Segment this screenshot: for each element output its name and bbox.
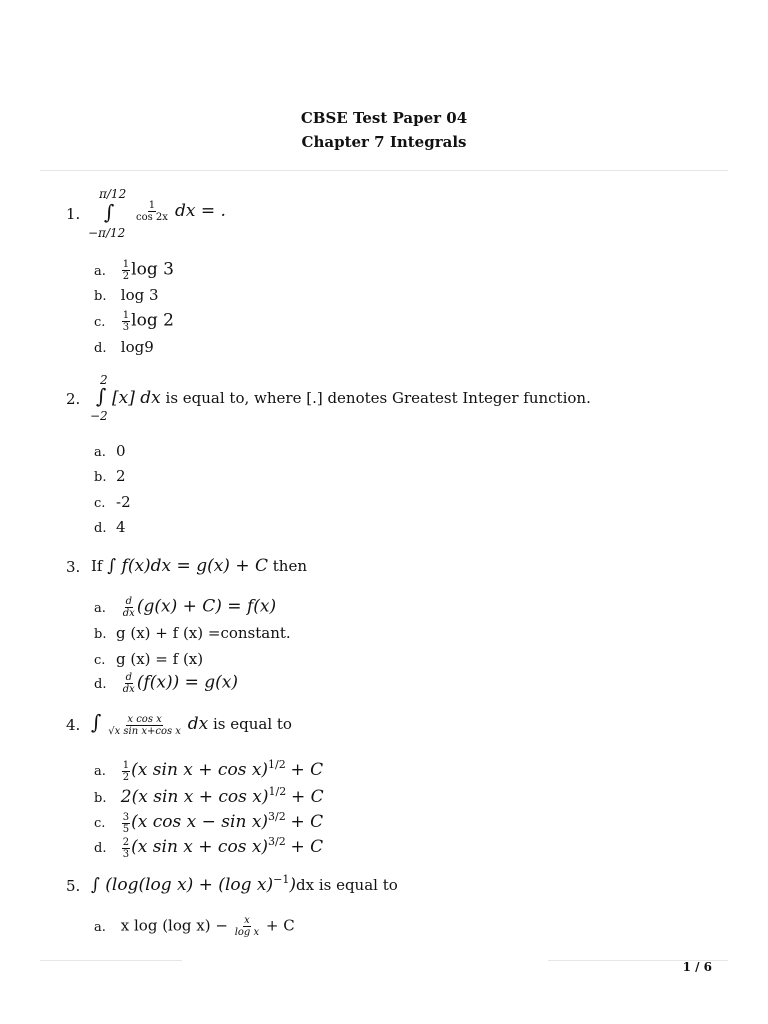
header-divider: [40, 170, 728, 171]
option-constant: + C: [290, 760, 324, 780]
page-subtitle: Chapter 7 Integrals: [301, 133, 467, 151]
integrand-numerator: x cos x: [127, 713, 162, 725]
integral-tail: dx: [187, 714, 209, 734]
footer-divider-left: [40, 960, 182, 961]
question-number: 1.: [66, 205, 81, 223]
option-label: a.: [94, 919, 106, 935]
exponent: 1/2: [268, 758, 286, 771]
fraction-numerator: 1: [122, 759, 130, 771]
option-label: b.: [94, 470, 107, 485]
option-text: 4: [116, 518, 126, 536]
integral-expression: ∫ (log(log x) + (log x): [91, 875, 274, 895]
option-text: log 3: [120, 286, 159, 304]
option[interactable]: [94, 310, 174, 333]
option[interactable]: [94, 518, 126, 536]
exponent: 1/2: [268, 785, 287, 798]
fraction-denominator: 3: [122, 322, 130, 333]
option[interactable]: [94, 650, 203, 668]
option-text: (x sin x + cos x): [131, 760, 269, 780]
question-text: is equal to, where [.] denotes Greatest Integer function.: [165, 389, 591, 407]
option-text: -2: [116, 493, 131, 511]
fraction-numerator: 1: [122, 259, 130, 270]
question-text: is equal to: [212, 715, 292, 733]
integral-tail: dx = .: [175, 201, 226, 221]
option-label: d.: [94, 521, 107, 536]
integrand: [134, 200, 226, 223]
integral-expression: ∫ f(x)dx = g(x) + C: [107, 556, 268, 576]
option-text: log9: [120, 338, 154, 356]
option[interactable]: [94, 493, 131, 511]
option[interactable]: [94, 467, 126, 485]
option[interactable]: [94, 915, 295, 938]
question-number: 5.: [66, 877, 81, 895]
exponent: 3/2: [268, 835, 286, 848]
option-label: a.: [94, 263, 106, 279]
fraction-denominator: 3: [122, 848, 130, 860]
option-text: (g(x) + C) = f(x): [136, 596, 277, 617]
option-label: d.: [94, 341, 107, 356]
option-text: 2: [116, 467, 126, 485]
page-title: CBSE Test Paper 04: [300, 109, 468, 127]
fraction-numerator: x: [244, 915, 250, 926]
option-text: g (x) + f (x) =constant.: [116, 624, 291, 642]
integral-expression-end: ): [289, 875, 296, 895]
integrand-denominator: √x sin x+cos x: [108, 725, 181, 737]
lower-limit: −2: [90, 409, 108, 423]
option[interactable]: [94, 785, 324, 807]
page-number: 1 / 6: [682, 960, 712, 974]
option-label: c.: [94, 314, 106, 330]
option-text: 2(x sin x + cos x): [120, 787, 269, 807]
integral-sign: ∫: [91, 710, 102, 734]
option-label: b.: [94, 627, 107, 642]
option-constant: + C: [290, 812, 324, 832]
fraction-denominator: dx: [122, 684, 135, 695]
lower-limit: −π/12: [88, 226, 126, 240]
option[interactable]: [94, 259, 174, 282]
option-text: g (x) = f (x): [116, 650, 204, 668]
option-label: b.: [94, 289, 107, 304]
question-number: 3.: [66, 558, 81, 576]
option-label: a.: [94, 445, 106, 460]
option-text: (x sin x + cos x): [131, 837, 269, 857]
integral-expression: [x] dx: [112, 388, 161, 408]
question-number: 4.: [66, 716, 81, 734]
integral-sign: ∫: [96, 384, 107, 408]
option-constant: + C: [290, 787, 324, 807]
fraction-denominator: dx: [122, 608, 135, 619]
option[interactable]: [94, 286, 159, 304]
option-constant: + C: [265, 916, 295, 935]
option-constant: + C: [290, 837, 324, 857]
option[interactable]: [94, 596, 276, 619]
upper-limit: 2: [100, 373, 108, 387]
fraction-denominator: 2: [122, 271, 130, 282]
option[interactable]: [94, 338, 154, 356]
fraction-numerator: 1: [122, 310, 130, 321]
fraction-numerator: d: [125, 596, 132, 607]
fraction-denominator: 2: [122, 771, 130, 783]
question-suffix: then: [272, 557, 308, 575]
option[interactable]: [94, 624, 291, 642]
option[interactable]: [94, 810, 323, 835]
fraction-denominator: log x: [234, 927, 260, 938]
question-prefix: If: [91, 557, 103, 575]
option-label: d.: [94, 841, 107, 856]
fraction-denominator: 5: [122, 823, 130, 835]
option-label: a.: [94, 600, 106, 616]
fraction-numerator: 3: [122, 811, 130, 823]
option[interactable]: [94, 835, 323, 860]
option-label: c.: [94, 496, 106, 511]
option-text: x log (log x) −: [120, 916, 228, 935]
option-text: (x cos x − sin x): [131, 812, 269, 832]
fraction-numerator: 2: [122, 836, 130, 848]
exponent: 3/2: [268, 810, 286, 823]
option-label: b.: [94, 791, 107, 806]
option[interactable]: [94, 758, 323, 783]
option-label: a.: [94, 764, 106, 779]
option-label: c.: [94, 816, 106, 831]
option-label: d.: [94, 676, 107, 692]
option-label: c.: [94, 653, 106, 668]
option[interactable]: [94, 672, 238, 695]
integrand-denominator: cos 2x: [136, 212, 168, 223]
option[interactable]: [94, 442, 126, 460]
question-text: dx is equal to: [295, 876, 398, 894]
integral-sign: ∫: [104, 200, 115, 224]
integrand-numerator: 1: [148, 200, 156, 211]
option-text: log 3: [131, 259, 174, 280]
question-number: 2.: [66, 390, 81, 408]
upper-limit: π/12: [99, 187, 127, 201]
option-text: log 2: [131, 310, 174, 331]
exponent: −1: [273, 873, 290, 886]
fraction-numerator: d: [125, 672, 132, 683]
option-text: 0: [116, 442, 126, 460]
option-text: (f(x)) = g(x): [136, 672, 239, 693]
